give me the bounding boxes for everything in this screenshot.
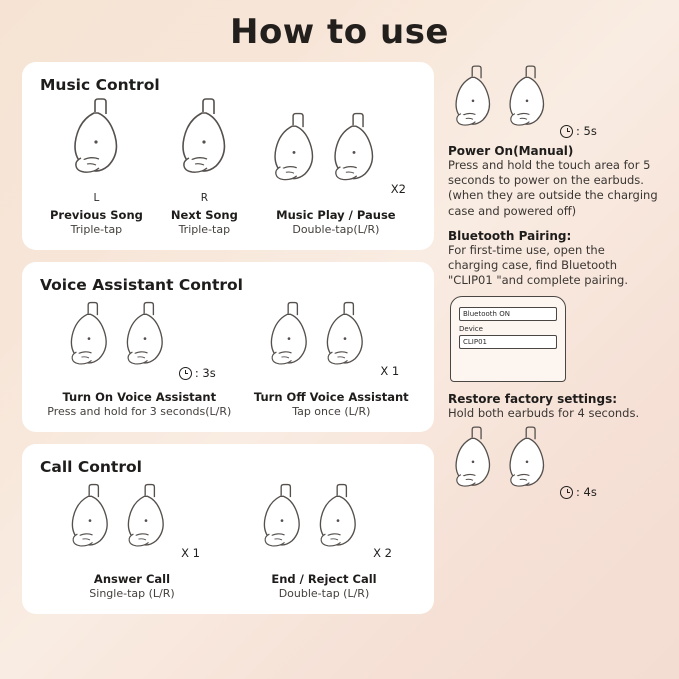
- clock-icon: [560, 125, 573, 138]
- bluetooth-title: Bluetooth Pairing:: [448, 228, 572, 243]
- voice-items-row: [36, 298, 420, 418]
- earbud-icon: [120, 480, 172, 568]
- restore-body: Hold both earbuds for 4 seconds.: [448, 406, 640, 421]
- left-column: [22, 62, 434, 614]
- caption-sub: Single-tap (L/R): [89, 587, 175, 600]
- caption-sub: Double-tap(L/R): [292, 223, 380, 236]
- earbud-side-label-r: R: [200, 192, 208, 204]
- music-item-previous-song: [50, 98, 143, 236]
- tap-count-label: X 1: [380, 364, 400, 378]
- caption-main: Next Song: [170, 208, 238, 222]
- caption-sub: Triple-tap: [70, 223, 123, 236]
- restore-duration-badge: [560, 485, 597, 499]
- right-column: [448, 62, 658, 614]
- call-item-answer: [64, 480, 200, 600]
- caption-main: Turn Off Voice Assistant: [253, 390, 409, 404]
- caption-sub: Press and hold for 3 seconds(L/R): [47, 405, 232, 418]
- earbud-pair-group: [64, 480, 200, 568]
- clock-icon: [560, 486, 573, 499]
- caption-sub: Double-tap (L/R): [278, 587, 370, 600]
- caption-main: End / Reject Call: [271, 572, 377, 586]
- caption-play-pause: [276, 208, 395, 236]
- card-title-voice: Voice Assistant Control: [40, 276, 243, 294]
- earbud-icon: [119, 298, 171, 386]
- bluetooth-body: For first-time use, open the charging case, find Bluetooth "CLIP01 "and complete pairing.: [448, 242, 629, 288]
- caption-main: Turn On Voice Assistant: [62, 390, 217, 404]
- power-on-note: (when they are outside the charging case and powered off): [448, 188, 658, 218]
- music-items-row: [36, 98, 420, 236]
- phone-mockup: [450, 296, 566, 382]
- caption-main: Previous Song: [49, 208, 143, 222]
- earbud-icon: [266, 108, 322, 204]
- power-on-body: Press and hold the touch area for 5 seconds to power on the earbuds.: [448, 158, 651, 188]
- earbud-pair-group: [266, 108, 406, 204]
- restore-duration-text: : 4s: [576, 485, 597, 500]
- caption-previous-song: [50, 208, 143, 236]
- earbud-icon: [312, 480, 364, 568]
- earbud-pair-group: [263, 298, 399, 386]
- music-item-next-song: [171, 98, 238, 236]
- caption-answer-call: [89, 572, 174, 600]
- earbud-icon: [263, 298, 315, 386]
- page-title: How to use: [229, 12, 449, 52]
- power-on-title: Power On(Manual): [448, 144, 574, 158]
- earbud-pair-group: [448, 425, 658, 505]
- music-item-play-pause: [266, 108, 406, 236]
- caption-sub: Tap once (L/R): [292, 405, 371, 418]
- content-area: [0, 52, 679, 614]
- caption-sub: Triple-tap: [178, 223, 231, 236]
- earbud-icon: [173, 98, 235, 194]
- earbud-icon: [64, 480, 116, 568]
- earbud-group: [173, 98, 235, 194]
- earbud-pair-group: [448, 64, 658, 144]
- earbud-icon: [63, 298, 115, 386]
- earbud-icon: [319, 298, 371, 386]
- caption-end-reject-call: [271, 572, 376, 600]
- earbud-side-label-l: L: [93, 192, 100, 204]
- tap-count-label: X2: [390, 182, 406, 196]
- caption-main: Answer Call: [93, 572, 171, 586]
- card-title-music: Music Control: [40, 76, 160, 94]
- caption-next-song: [171, 208, 238, 236]
- caption-voice-on: [47, 390, 231, 418]
- earbud-icon: [502, 64, 552, 144]
- bluetooth-status-field: Bluetooth ON: [459, 307, 557, 321]
- device-name-field[interactable]: CLIP01: [459, 335, 557, 349]
- caption-voice-off: [254, 390, 409, 418]
- earbud-pair-group: [256, 480, 392, 568]
- earbud-group: [65, 98, 127, 194]
- call-item-end-reject: [256, 480, 392, 600]
- section-power-on: [448, 64, 658, 219]
- device-label: Device: [459, 325, 483, 334]
- earbud-icon: [326, 108, 382, 204]
- power-on-duration-text: : 5s: [576, 124, 597, 138]
- restore-title: Restore factory settings:: [448, 392, 618, 407]
- voice-item-turn-off: [254, 298, 409, 418]
- earbud-icon: [256, 480, 308, 568]
- voice-item-turn-on: [47, 298, 231, 418]
- card-voice-assistant-control: [22, 262, 434, 432]
- earbud-icon: [448, 425, 498, 505]
- hold-duration-text: : 3s: [194, 366, 216, 380]
- earbud-icon: [502, 425, 552, 505]
- clock-icon: [179, 367, 192, 380]
- earbud-icon: [448, 64, 498, 144]
- tap-count-label: X 2: [373, 546, 392, 560]
- caption-main: Music Play / Pause: [276, 208, 396, 222]
- card-call-control: [22, 444, 434, 614]
- tap-count-label: X 1: [181, 546, 200, 560]
- earbud-pair-group: [63, 298, 216, 386]
- section-restore-factory: [448, 392, 658, 505]
- card-music-control: [22, 62, 434, 250]
- power-on-duration-badge: [560, 124, 597, 138]
- call-items-row: [36, 480, 420, 600]
- hold-duration-badge: [179, 366, 216, 380]
- earbud-icon: [65, 98, 127, 194]
- card-title-call: Call Control: [40, 458, 142, 476]
- section-bluetooth-pairing: [448, 229, 658, 383]
